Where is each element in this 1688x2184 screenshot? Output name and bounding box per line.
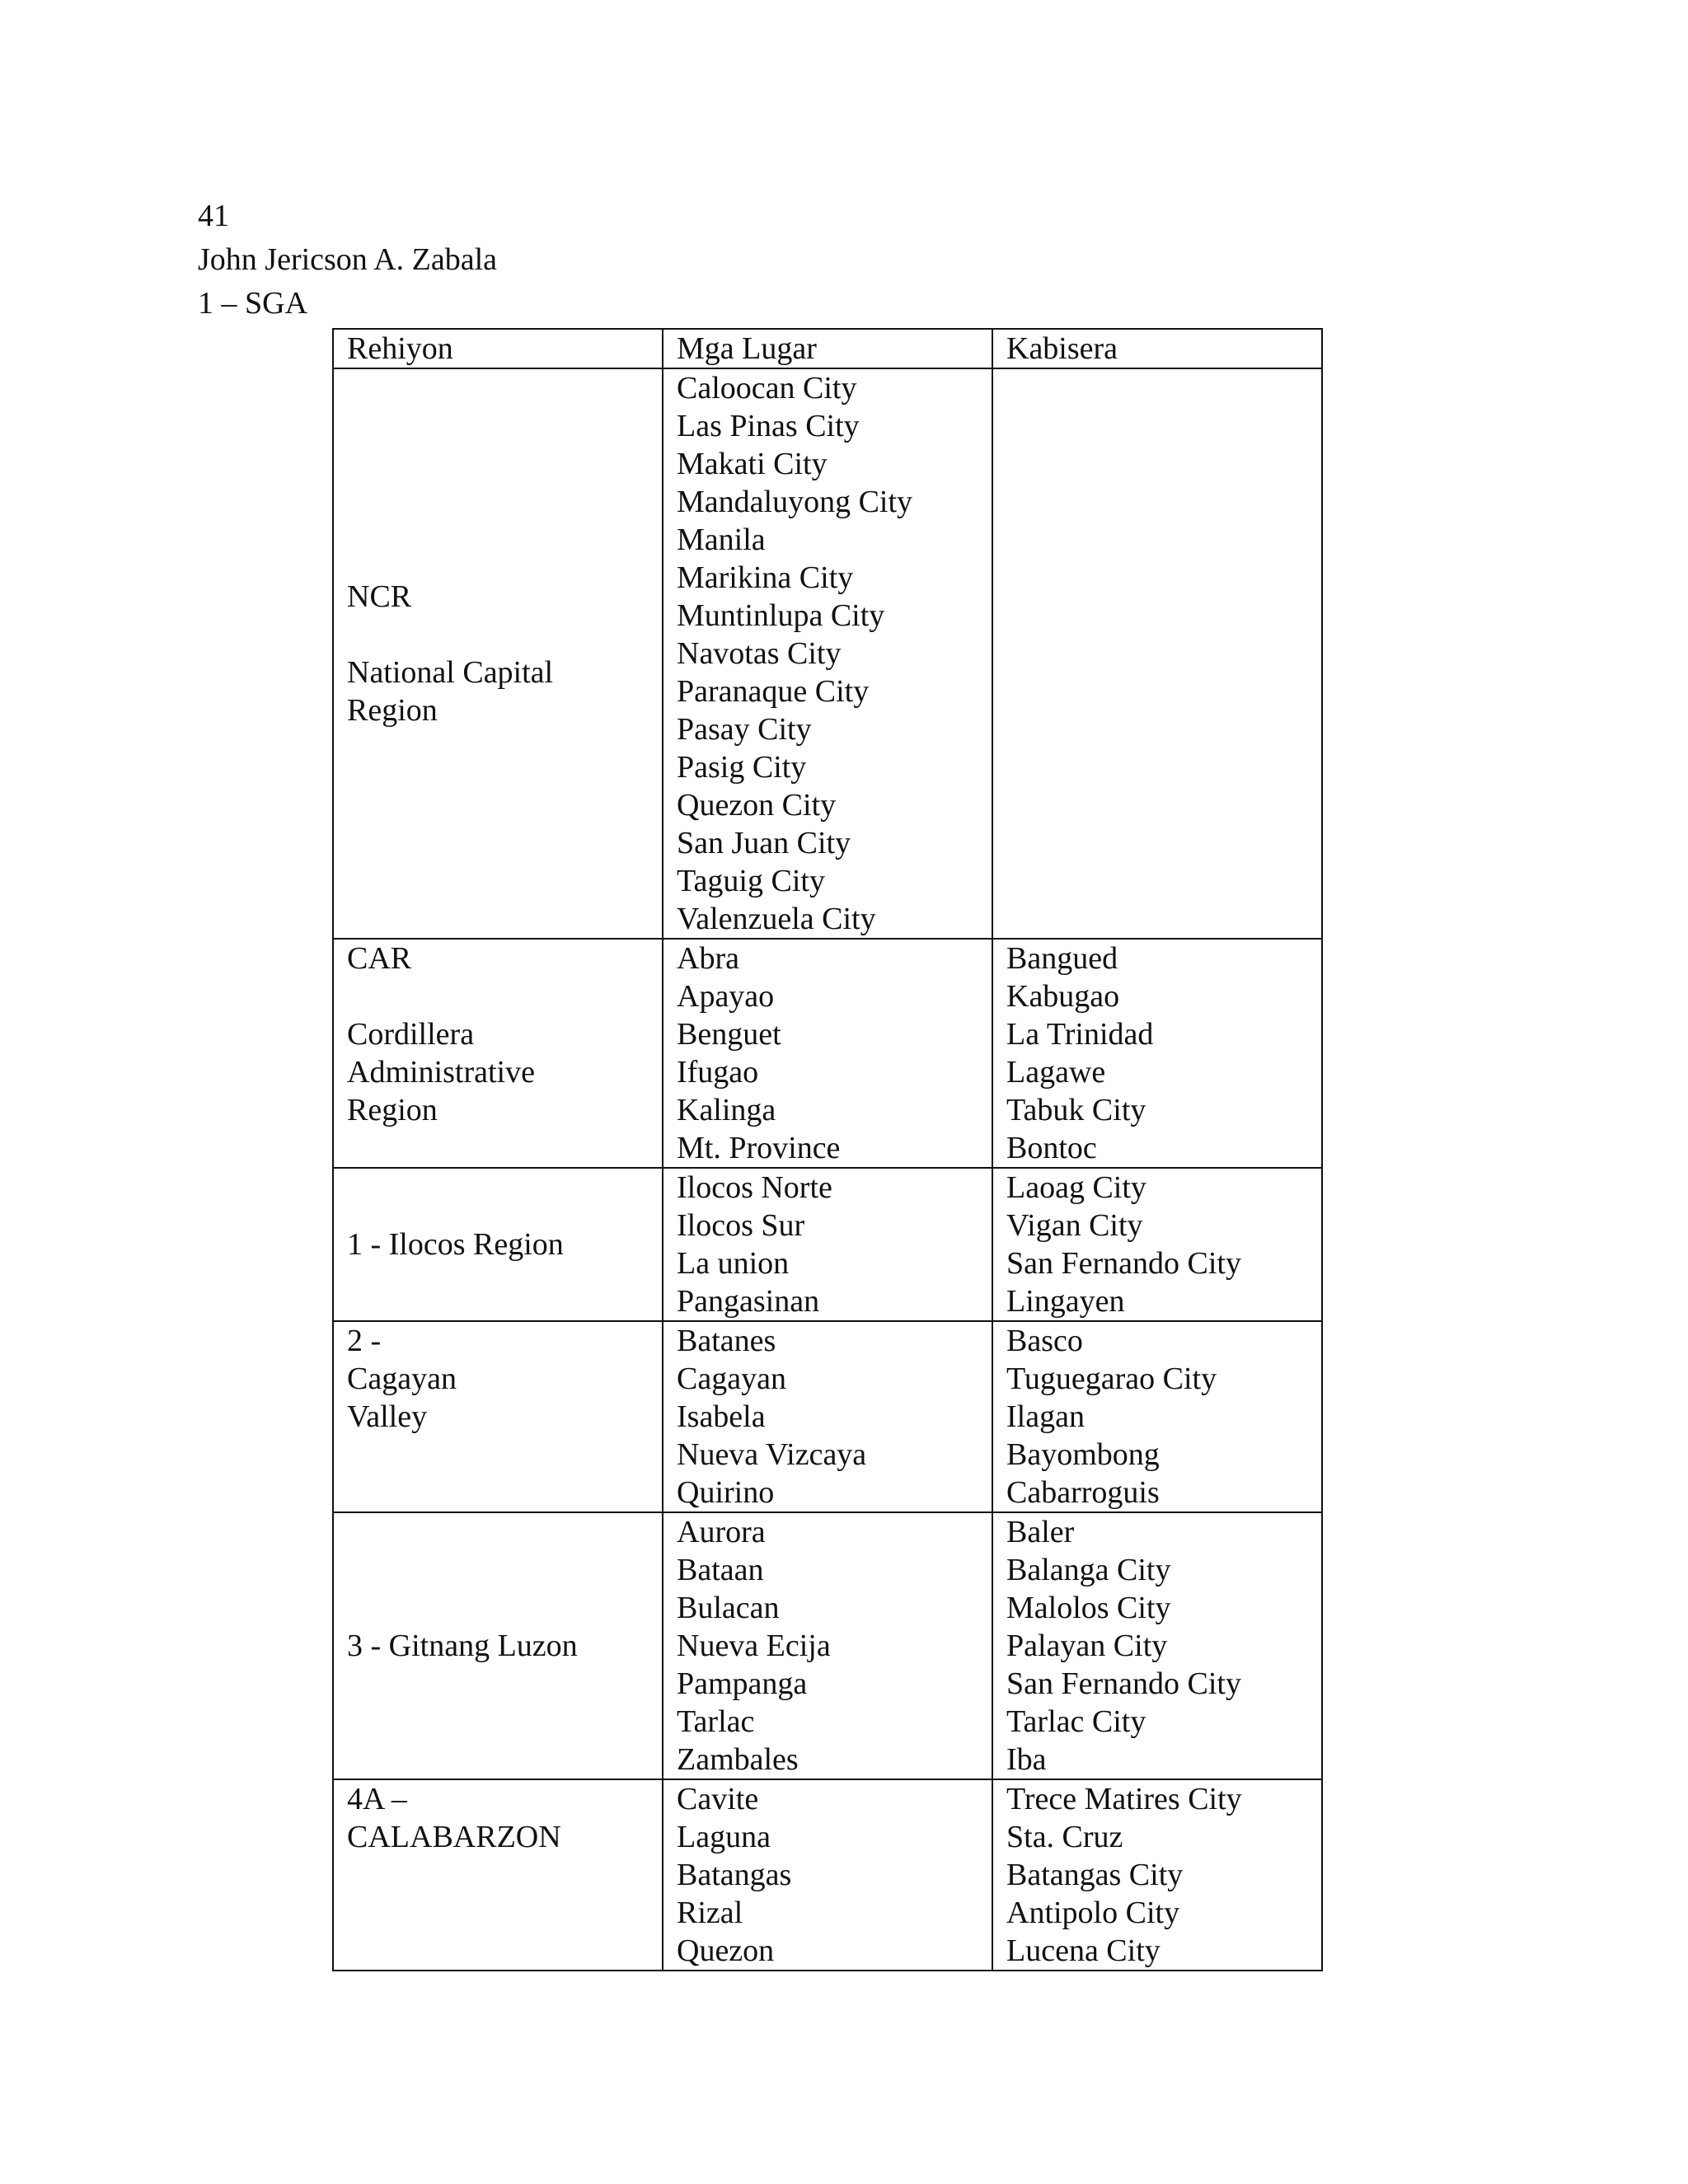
- capital-line: Balanga City: [1006, 1553, 1171, 1587]
- place-line: Valenzuela City: [677, 902, 876, 936]
- capital-line: Basco: [1006, 1324, 1083, 1358]
- author-name: John Jericson A. Zabala: [198, 242, 498, 277]
- place-line: Pasay City: [677, 712, 812, 747]
- place-line: Quirino: [677, 1475, 775, 1510]
- region-line: Region: [347, 693, 438, 728]
- place-line: Paranaque City: [677, 674, 870, 709]
- capital-line: Palayan City: [1006, 1629, 1168, 1663]
- place-line: Apayao: [677, 979, 775, 1014]
- table-body: [333, 368, 1322, 1971]
- capital-line: Malolos City: [1006, 1591, 1171, 1625]
- place-line: Quezon City: [677, 788, 837, 823]
- capitals-cell: [992, 1779, 1322, 1971]
- place-line: Nueva Ecija: [677, 1629, 831, 1663]
- capital-line: Trece Matires City: [1006, 1782, 1242, 1816]
- capital-line: San Fernando City: [1006, 1246, 1241, 1281]
- region-cell: [333, 1779, 663, 1971]
- places-cell: [663, 1779, 992, 1971]
- region-cell: [333, 939, 663, 1168]
- capital-line: Baler: [1006, 1515, 1075, 1549]
- capital-line: Lucena City: [1006, 1933, 1160, 1968]
- region-cell: [333, 368, 663, 939]
- capital-line: Antipolo City: [1006, 1896, 1180, 1930]
- capital-line: Kabugao: [1006, 979, 1120, 1014]
- region-line: 2 -: [347, 1324, 382, 1358]
- region-line: Cagayan: [347, 1361, 457, 1396]
- place-line: La union: [677, 1246, 790, 1281]
- place-line: Batangas: [677, 1858, 792, 1892]
- region-line: 3 - Gitnang Luzon: [347, 1629, 578, 1663]
- place-line: Makati City: [677, 447, 828, 481]
- column-header-kabisera: Kabisera: [992, 329, 1322, 368]
- region-line: CALABARZON: [347, 1820, 561, 1854]
- places-cell: [663, 1321, 992, 1512]
- capital-line: San Fernando City: [1006, 1666, 1241, 1701]
- place-line: Laguna: [677, 1820, 771, 1854]
- page-number: 41: [198, 199, 229, 233]
- place-line: Manila: [677, 523, 766, 557]
- region-cell: [333, 1168, 663, 1321]
- place-line: San Juan City: [677, 826, 851, 860]
- place-line: Benguet: [677, 1017, 781, 1052]
- place-line: Mandaluyong City: [677, 485, 913, 519]
- place-line: Ilocos Sur: [677, 1208, 805, 1243]
- place-line: Las Pinas City: [677, 409, 860, 443]
- capital-line: Tabuk City: [1006, 1093, 1146, 1127]
- region-cell: [333, 1321, 663, 1512]
- capital-line: Tuguegarao City: [1006, 1361, 1217, 1396]
- places-cell: [663, 1168, 992, 1321]
- place-line: Quezon: [677, 1933, 775, 1968]
- place-line: Bulacan: [677, 1591, 780, 1625]
- region-line: Administrative: [347, 1055, 535, 1090]
- region-line: Valley: [347, 1399, 428, 1434]
- capital-line: Tarlac City: [1006, 1704, 1146, 1739]
- places-cell: [663, 1512, 992, 1779]
- capital-line: Bontoc: [1006, 1131, 1097, 1165]
- place-line: Tarlac: [677, 1704, 755, 1739]
- place-line: Zambales: [677, 1742, 799, 1777]
- places-cell: [663, 368, 992, 939]
- place-line: Pampanga: [677, 1666, 808, 1701]
- capital-line: Laoag City: [1006, 1170, 1146, 1205]
- capital-line: Sta. Cruz: [1006, 1820, 1123, 1854]
- place-line: Ilocos Norte: [677, 1170, 832, 1205]
- column-header-mga-lugar: Mga Lugar: [663, 329, 992, 368]
- region-line: NCR: [347, 579, 412, 614]
- column-header-rehiyon: Rehiyon: [333, 329, 663, 368]
- capital-line: Bangued: [1006, 941, 1118, 976]
- region-line: Region: [347, 1093, 438, 1127]
- table-row: [333, 368, 1322, 939]
- place-line: Bataan: [677, 1553, 764, 1587]
- capitals-cell: [992, 1321, 1322, 1512]
- region-line: [347, 977, 649, 1015]
- region-line: 1 - Ilocos Region: [347, 1227, 564, 1262]
- table-row: [333, 1779, 1322, 1971]
- capitals-cell: [992, 368, 1322, 939]
- place-line: Kalinga: [677, 1093, 776, 1127]
- regions-table: [332, 328, 1323, 1971]
- place-line: Cagayan: [677, 1361, 786, 1396]
- places-cell: [663, 939, 992, 1168]
- capital-line: Iba: [1006, 1742, 1047, 1777]
- table-row: [333, 1168, 1322, 1321]
- place-line: Caloocan City: [677, 371, 857, 405]
- place-line: Rizal: [677, 1896, 743, 1930]
- table-row: [333, 939, 1322, 1168]
- place-line: Navotas City: [677, 636, 842, 671]
- capitals-cell: [992, 1168, 1322, 1321]
- capitals-cell: [992, 939, 1322, 1168]
- capital-line: Cabarroguis: [1006, 1475, 1160, 1510]
- table-header-row: [333, 329, 1322, 368]
- capital-line: Lingayen: [1006, 1284, 1125, 1319]
- region-line: Cordillera: [347, 1017, 475, 1052]
- place-line: Mt. Province: [677, 1131, 841, 1165]
- place-line: Marikina City: [677, 560, 854, 595]
- region-cell: [333, 1512, 663, 1779]
- capital-line: Bayombong: [1006, 1437, 1160, 1472]
- place-line: Abra: [677, 941, 739, 976]
- table-row: [333, 1512, 1322, 1779]
- place-line: Nueva Vizcaya: [677, 1437, 867, 1472]
- region-line: [347, 616, 649, 654]
- table-row: [333, 1321, 1322, 1512]
- place-line: Taguig City: [677, 864, 825, 898]
- place-line: Batanes: [677, 1324, 776, 1358]
- region-line: National Capital: [347, 655, 554, 690]
- section-label: 1 – SGA: [198, 286, 308, 321]
- region-line: CAR: [347, 941, 412, 976]
- capital-line: Batangas City: [1006, 1858, 1184, 1892]
- capital-line: Ilagan: [1006, 1399, 1085, 1434]
- place-line: Aurora: [677, 1515, 766, 1549]
- capital-line: La Trinidad: [1006, 1017, 1154, 1052]
- place-line: Pangasinan: [677, 1284, 820, 1319]
- place-line: Cavite: [677, 1782, 759, 1816]
- place-line: Ifugao: [677, 1055, 759, 1090]
- place-line: Muntinlupa City: [677, 598, 885, 633]
- document-header: [198, 194, 497, 326]
- capital-line: Vigan City: [1006, 1208, 1143, 1243]
- place-line: Pasig City: [677, 750, 807, 785]
- region-line: 4A –: [347, 1782, 407, 1816]
- place-line: Isabela: [677, 1399, 766, 1434]
- capital-line: Lagawe: [1006, 1055, 1106, 1090]
- capitals-cell: [992, 1512, 1322, 1779]
